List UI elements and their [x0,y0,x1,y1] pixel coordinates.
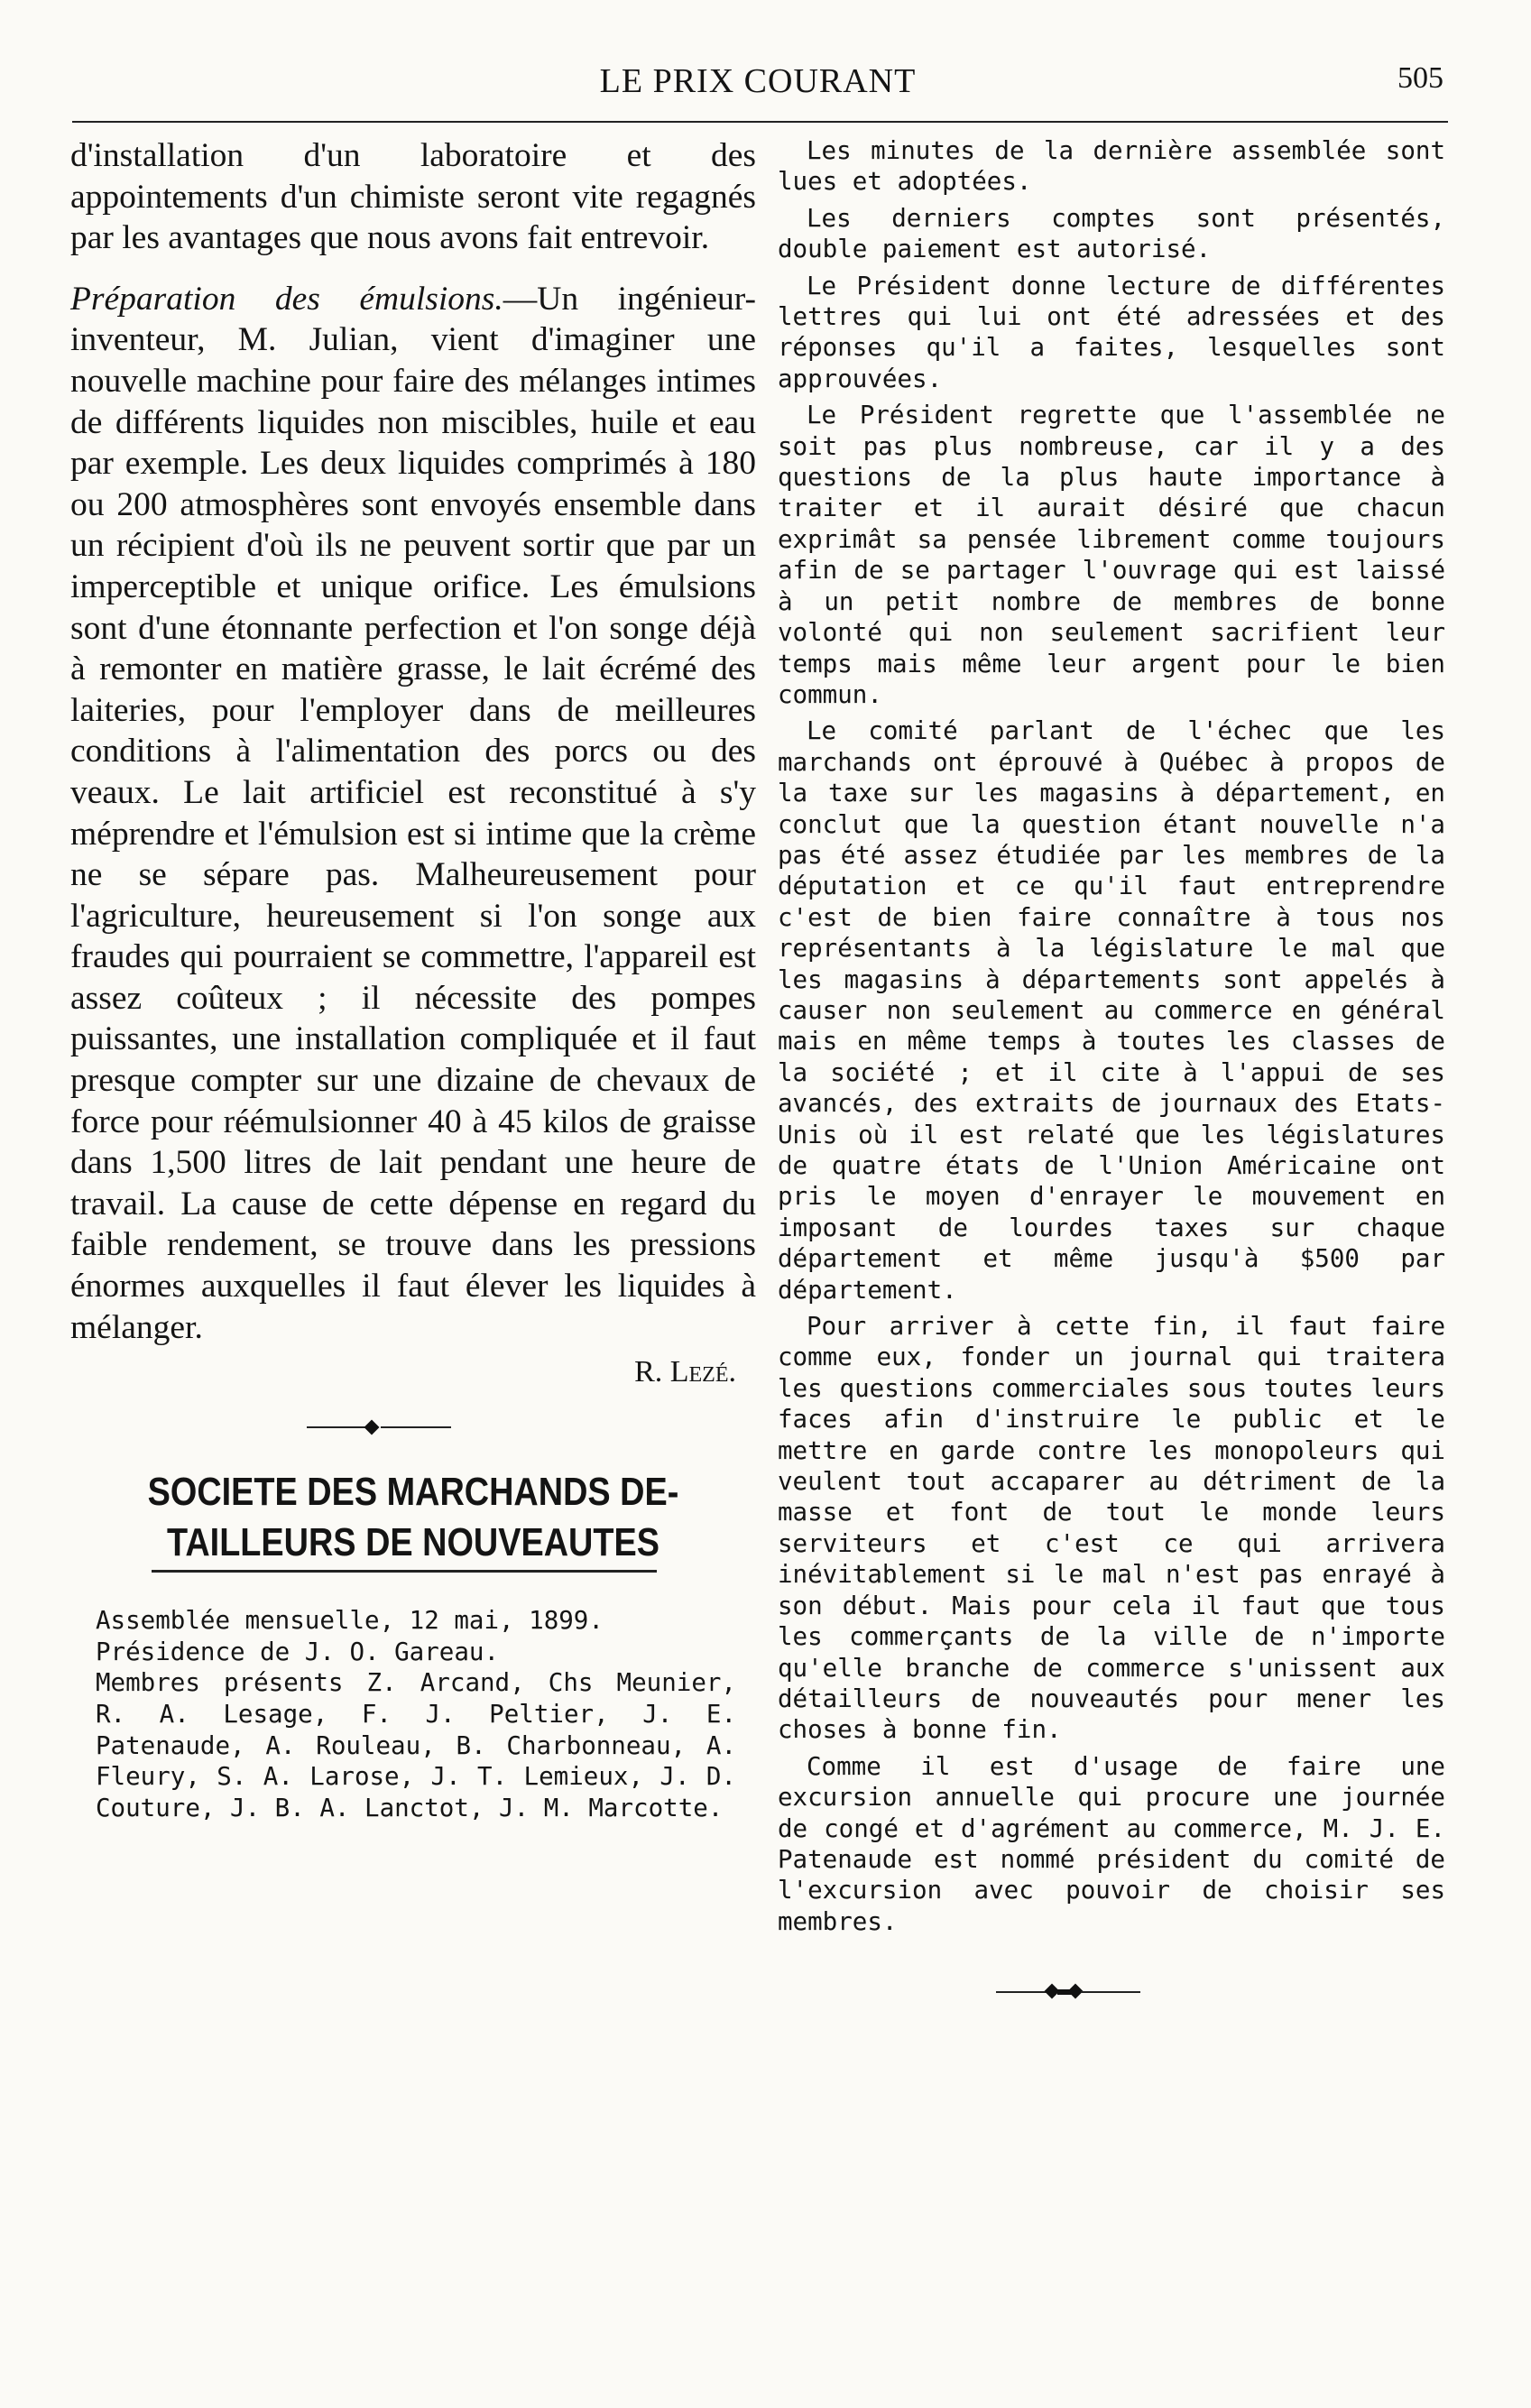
minutes-paragraph-1: Les minutes de la dernière assemblée sont lues et adoptées. [778,136,1445,197]
running-title: LE PRIX COURANT [599,62,917,100]
minutes-paragraph-5: Le comité parlant de l'échec que les marchands ont éprouvé à Québec à propos de la taxe sur les magasins à département, en conclut que la question étant nouvelle n'a pas été assez étudiée par les membres de la députation et ce qu'il faut entreprendre c'est de bien faire connaître à tous nos représentants à la législature le mal que les magasins à départements sont appelés à causer non seulement au commerce en général mais en même temps à toutes les classes de la société ; et il cite à l'appui de ses avancés, des extraits de journaux des Etats-Unis où il est relaté que les législatures de quatre états de l'Union Américaine ont pris le moyen d'enrayer le mouvement en imposant de lourdes taxes sur chaque département et même jusqu'à $500 par département. [778,716,1445,1305]
end-divider-ornament [778,1979,1445,2006]
section-heading-line-2: TAILLEURS DE NOUVEAUTES [167,1520,659,1565]
meeting-date: Assemblée mensuelle, 12 mai, 1899. [96,1606,604,1636]
minutes-paragraph-6: Pour arriver à cette fin, il faut faire comme eux, fonder un journal qui traitera les questions commerciales sous toutes leurs faces afin d'instruire le public et le mettre en garde contre les monopoleurs qui veulent tout accaparer au détriment de la masse et font de tout le monde leurs serviteurs et c'est ce qui arrivera inévitablement si le mal n'est pas enrayé à son début. Mais pour cela il faut que tous les commerçants de la ville de n'importe qu'elle branche de commerce s'unissent aux détailleurs de nouveautés pour mener les choses à bonne fin. [778,1312,1445,1745]
section-divider-ornament [70,1409,756,1445]
article-subtitle: Préparation des émulsions. [70,280,503,318]
author-signature: R. Lezé. [634,1355,736,1389]
meeting-details [96,1605,736,1823]
article-paragraph-intro: d'installation d'un laboratoire et des appointements d'un chimiste seront vite regagnés par les avantages que nous avons fait entrevoir. [70,137,756,257]
header-rule [72,121,1448,123]
section-heading [70,1467,756,1573]
minutes-paragraph-3: Le Président donne lecture de différentes lettres qui lui ont été adressées et des réponses qu'il a faites, lesquelles sont approuvées. [778,271,1445,393]
minutes-paragraph-2: Les derniers comptes sont présentés, double paiement est autorisé. [778,203,1445,264]
meeting-members: Membres présents Z. Arcand, Chs Meunier, R. A. Lesage, F. J. Peltier, J. E. Patenaude, A. Rouleau, B. Charbonneau, A. Fleury, S. A. Larose, J. T. Lemieux, J. D. Couture, J. B. A. Lanctot, J. M. Marcotte. [96,1668,736,1822]
meeting-presidence: Présidence de J. O. Gareau. [96,1637,500,1666]
right-column [778,135,1445,2006]
article-paragraph-emulsions [70,279,756,1348]
minutes-paragraph-4: Le Président regrette que l'assemblée ne soit pas plus nombreuse, car il y a des questions de la plus haute importance à traiter et il aurait désiré que chacun exprimât sa pensée librement comme toujours afin de se partager l'ouvrage qui est laissé à un petit nombre de membres de bonne volonté qui non seulement sacrifient leur temps mais même leur argent pour le bien commun. [778,401,1445,709]
left-column [70,135,756,1823]
page-number: 505 [1397,61,1443,95]
section-heading-line-1: SOCIETE DES MARCHANDS DE- [147,1470,679,1515]
article-body: —Un ingénieur-inventeur, M. Julian, vient d'imaginer une nouvelle machine pour faire des mélanges intimes de différents liquides non miscibles, huile et eau par exemple. Les deux liquides comprimés à 180 ou 200 atmosphères sont envoyés ensemble dans un récipient d'où ils ne peuvent sortir que par un imperceptible et unique orifice. Les émulsions sont d'une étonnante perfection et l'on songe déjà à remonter en matière grasse, le lait écrémé des laiteries, pour l'employer dans de meilleures conditions à l'alimentation des porcs ou des veaux. Le lait artificiel est reconstitué à s'y méprendre et l'émulsion est si intime que la crème ne se sépare pas. Malheureusement pour l'agriculture, heureusement si l'on songe aux fraudes qui pourraient se commettre, l'appareil est assez coûteux ; il nécessite des pompes puissantes, une installation compliquée et il faut presque compter sur une dizaine de chevaux de force pour réémulsionner 40 à 45 kilos de graisse dans 1,500 litres de lait pendant une heure de travail. La cause de cette dépense en regard du faible rendement, se trouve dans les pressions énormes auxquelles il faut élever les liquides à mélanger. [70,280,756,1346]
minutes-paragraph-7: Comme il est d'usage de faire une excursion annuelle qui procure une journée de congé et d'agrément au commerce, M. J. E. Patenaude est nommé président du comité de l'excursion avec pouvoir de choisir ses membres. [778,1751,1445,1936]
page-header [72,56,1443,110]
section-heading-underline [152,1570,657,1573]
